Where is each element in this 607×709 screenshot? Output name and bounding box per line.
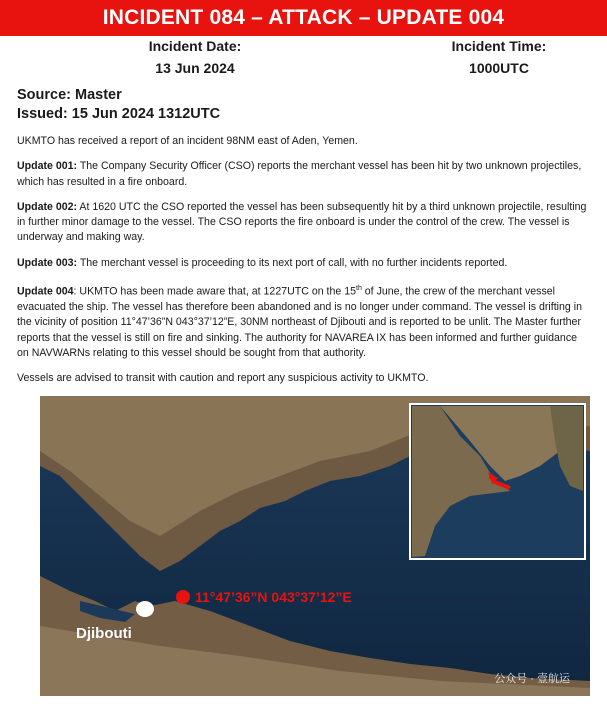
map-graphic <box>40 396 590 696</box>
incident-map <box>40 396 590 696</box>
update-004-superscript: th <box>356 285 362 293</box>
issued-line: Issued: 15 Jun 2024 1312UTC <box>17 106 221 122</box>
update-003-label: Update 003: <box>17 256 78 269</box>
update-001-text: The Company Security Officer (CSO) reports the merchant vessel has been hit by two unknown projectiles, which has resulted in a fire onboard. <box>17 160 582 188</box>
title-banner <box>0 0 607 36</box>
advisory-paragraph <box>17 371 589 386</box>
report-body <box>17 134 589 396</box>
incident-date-value: 13 Jun 2024 <box>155 60 235 76</box>
update-002-text: At 1620 UTC the CSO reported the vessel has been subsequently hit by a third unknown projectile, resulting in further minor damage to the vessel. The CSO reports the fire onboard is under the control of the crew. The vessel is underway and making way. <box>17 200 587 244</box>
incident-time-label: Incident Time: <box>451 38 547 54</box>
intro-paragraph <box>17 134 589 149</box>
update-004-text-b: of June, the crew of the merchant vessel evacuated the ship. The vessel has therefore been abandoned and is no longer under command. The vessel is drifting in the vicinity of position 11°47’36”N 043°37’12”E, 30NM northeast of Djibouti and is reported to be unlit. The Master further reports that the vessel is still on fire and sinking. The authority for NAVAREA IX has been informed and further guidance on NAVWARNs relating to this vessel should be sought from that authority. <box>17 285 582 359</box>
update-004-text-a: : UKMTO has been made aware that, at 1227UTC on the 15 <box>73 285 356 298</box>
update-002-paragraph <box>17 200 589 246</box>
inset-map <box>410 404 585 559</box>
advisory-text: Vessels are advised to transit with caution and report any suspicious activity to UKMTO. <box>17 372 429 385</box>
update-003-text: The merchant vessel is proceeding to its next port of call, with no further incidents reported. <box>77 256 508 269</box>
vessel-position-marker <box>176 590 190 604</box>
djibouti-label: Djibouti <box>76 625 132 642</box>
intro-text: UKMTO has received a report of an incident 98NM east of Aden, Yemen. <box>17 135 358 147</box>
update-004-label: Update 004 <box>17 285 74 298</box>
update-003-paragraph <box>17 256 589 271</box>
incident-date-label: Incident Date: <box>148 38 242 54</box>
update-001-label: Update 001: <box>17 160 78 173</box>
update-002-label: Update 002: <box>17 200 78 213</box>
incident-time-value: 1000UTC <box>469 60 529 76</box>
incident-title: INCIDENT 084 – ATTACK – UPDATE 004 <box>102 6 505 29</box>
update-004-paragraph <box>17 281 589 361</box>
update-001-paragraph <box>17 159 589 190</box>
djibouti-marker <box>136 601 154 617</box>
vessel-position-label: 11°47’36”N 043°37’12”E <box>195 589 352 605</box>
watermark: 公众号 · 壹航运 <box>494 673 570 685</box>
source-line: Source: Master <box>17 87 122 103</box>
